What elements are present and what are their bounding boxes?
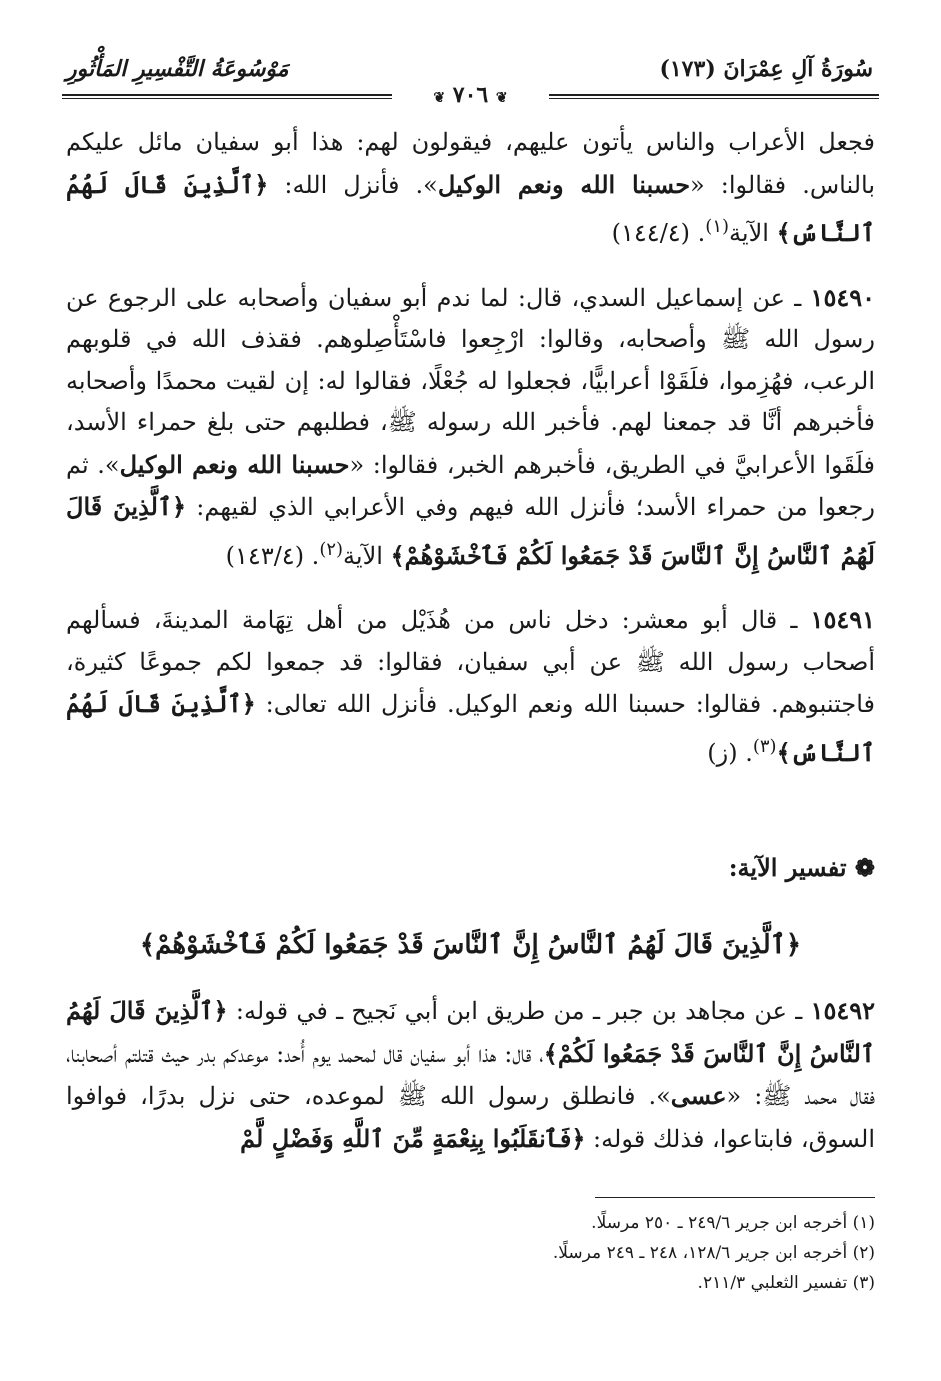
page-header bbox=[62, 50, 879, 110]
quran-quote: ﴿فَٱنقَلَبُوا بِنِعْمَةٍ مِّنَ ٱللَّهِ وَفَضْلٍ لَّمْ bbox=[240, 1123, 586, 1153]
quran-quote: ﴿ٱلَّذِينَ قَالَ لَهُمُ ٱلنَّاسُ﴾ bbox=[66, 689, 875, 767]
quran-quote: ﴿ٱلَّذِينَ قَالَ لَهُمُ ٱلنَّاسُ﴾ bbox=[66, 169, 875, 247]
book-title: مَوْسُوعَةُ التَّفْسِيرِ المَأْثُورِ bbox=[66, 56, 289, 82]
paragraph-3 bbox=[66, 599, 875, 774]
bold-phrase: عسى bbox=[670, 1081, 727, 1110]
ornament-icon: ❦ bbox=[495, 90, 508, 106]
flower-icon: ❁ bbox=[854, 853, 875, 882]
text: فجعل الأعراب والناس يأتون عليهم، فيقولون لهم: هذا أبو سفيان مائل عليكم بالناس. فقالوا: « bbox=[66, 128, 875, 199]
footnote-3: (٣) تفسير الثعلبي ٢١١/٣. bbox=[697, 1273, 875, 1293]
main-text bbox=[66, 122, 875, 774]
text: الآية bbox=[729, 219, 777, 247]
text: ». فانطلق رسول الله ﷺ لموعده، حتى نزل بدرًا، فوافوا السوق، فابتاعوا، فذلك قوله: bbox=[66, 1082, 875, 1153]
footnote-ref[interactable]: (٣) bbox=[752, 735, 777, 757]
footnote-2: (٢) أخرجه ابن جرير ١٢٨/٦، ٢٤٨ ـ ٢٤٩ مرسلًا. bbox=[552, 1243, 875, 1263]
paragraph-2 bbox=[66, 277, 875, 578]
text: ـ قال أبو معشر: دخل ناس من هُذَيْل من أهل تِهَامة المدينةَ، فسألهم أصحاب رسول الله ﷺ عن أبي سفيان، فقالوا: قد جمعوا لكم جموعًا كثيرة، فاجتنبوهم. فقالوا: حسبنا الله ونعم الوكيل. فأنزل الله تعالى: bbox=[66, 606, 875, 718]
page-number-value: ٧٠٦ bbox=[452, 82, 489, 108]
footnote-divider bbox=[595, 1197, 875, 1198]
quran-quote: ﴿ٱلَّذِينَ قَالَ لَهُمُ ٱلنَّاسُ إِنَّ ٱلنَّاسَ قَدْ جَمَعُوا لَكُمْ﴾ bbox=[66, 996, 875, 1068]
footnotes bbox=[66, 1208, 875, 1298]
paragraph-1 bbox=[66, 122, 875, 255]
text: ـ عن إسماعيل السدي، قال: لما ندم أبو سفيان وأصحابه على الرجوع عن رسول الله ﷺ وأصحابه، وقالوا: ارْجِعوا فاسْتَأْصِلوهم. فقذف الله في قلوبهم الرعب، فهُزِموا، فلَقَوْا أعرابيًّا، فجعلوا له جُعْلًا، فقالوا له: إن لقيت محمدًا وأصحابه فأخبرهم أنَّا قد جمعنا لهم. فأخبر الله رسوله ﷺ، فطلبهم حتى بلغ حمراء الأسد، فلَقَوا الأعرابيَّ في الطريق، فأخبرهم الخبر، فقالوا: « bbox=[66, 283, 876, 479]
narration-number: ١٥٤٩١ bbox=[810, 605, 875, 634]
text: ». ثم رجعوا من حمراء الأسد؛ فأنزل الله فيهم وفي الأعرابي الذي لقيهم: bbox=[66, 450, 875, 521]
bold-phrase: حسبنا الله ونعم الوكيل bbox=[119, 449, 350, 479]
narration-number: ١٥٤٩٠ bbox=[810, 282, 875, 312]
reference: . (١٤٤/٤) bbox=[611, 219, 706, 247]
paragraph-4 bbox=[66, 990, 875, 1160]
text: ـ عن مجاهد بن جبر ـ من طريق ابن أبي نَجيح ـ في قوله: bbox=[227, 997, 811, 1025]
header-rule-left bbox=[62, 94, 392, 99]
reference: . (ز) bbox=[707, 738, 753, 767]
header-rule-right bbox=[549, 94, 879, 99]
bold-phrase: حسبنا الله ونعم الوكيل bbox=[437, 169, 691, 199]
verse-heading: ﴿ٱلَّذِينَ قَالَ لَهُمُ ٱلنَّاسُ إِنَّ ٱلنَّاسَ قَدْ جَمَعُوا لَكُمْ فَٱخْشَوْهُمْ﴾ bbox=[139, 930, 802, 960]
section-heading-text: تفسير الآية: bbox=[728, 853, 847, 882]
page-number bbox=[433, 82, 507, 108]
text: الآية bbox=[343, 541, 391, 570]
reference: . (١٤٣/٤) bbox=[225, 541, 320, 570]
footnote-ref[interactable]: (٢) bbox=[319, 538, 344, 560]
text: ». فأنزل الله: bbox=[268, 170, 438, 199]
quran-quote: ﴿ٱلَّذِينَ قَالَ لَهُمُ ٱلنَّاسُ إِنَّ ٱلنَّاسَ قَدْ جَمَعُوا لَكُمْ فَٱخْشَوْهُمْ﴾ bbox=[66, 492, 875, 570]
surah-title: سُورَةُ آلِ عِمْرَانَ (١٧٣) bbox=[659, 56, 873, 82]
section-heading bbox=[729, 853, 875, 882]
footnote-1: (١) أخرجه ابن جرير ٢٤٩/٦ ـ ٢٥٠ مرسلًا. bbox=[591, 1213, 875, 1233]
main-text-2 bbox=[66, 990, 875, 1160]
footnote-ref[interactable]: (١) bbox=[705, 216, 730, 237]
narration-number: ١٥٤٩٢ bbox=[810, 996, 876, 1025]
text: ، قال: هذا أبو سفيان قال لمحمد يوم أُحد: موعدكم بدر حيث قتلتم أصحابنا، فقال محمد ﷺ: « bbox=[66, 1039, 875, 1110]
ornament-icon: ❦ bbox=[433, 90, 446, 106]
